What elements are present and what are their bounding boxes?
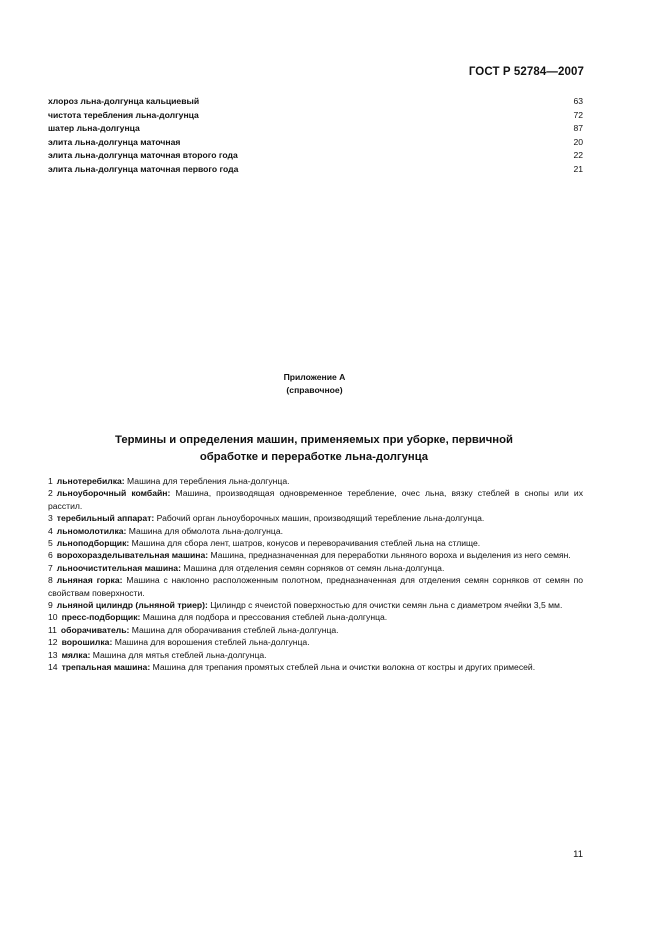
term-name: теребильный аппарат: [56, 513, 155, 524]
term-definition: Машина для отделения семян сорняков от семян льна-долгунца. [183, 562, 445, 573]
index-entry [48, 122, 583, 136]
term-entry [48, 661, 583, 673]
term-number: 13 [48, 649, 58, 660]
term-definition: Машина для подбора и прессования стеблей льна-долгунца. [142, 612, 388, 623]
page-number: 11 [573, 849, 583, 860]
term-definition: Машина для сбора лент, шатров, конусов и переворачивания стеблей льна на стлище. [131, 538, 481, 549]
term-entry [48, 636, 583, 648]
term-name: льноподборщик: [56, 538, 130, 549]
term-entry [48, 649, 583, 661]
term-number: 12 [48, 637, 58, 648]
index-entry [48, 136, 583, 150]
term-definition: Машина для трепания промятых стеблей льна и очистки волокна от костры и других примесей. [152, 662, 536, 673]
term-definition: Машина, предназначенная для переработки льняного вороха и выделения из него семян. [210, 550, 571, 561]
index-page-number: 87 [573, 123, 583, 134]
document-standard-header: ГОСТ Р 52784—2007 [468, 66, 584, 78]
term-entry [48, 475, 583, 487]
index-term: элита льна-долгунца маточная второго года [48, 150, 238, 161]
appendix-label: Приложение А [283, 372, 346, 382]
appendix-type: (справочное) [286, 385, 343, 395]
term-definition: Машина для обмолота льна-долгунца. [128, 525, 283, 536]
term-number: 7 [48, 562, 53, 573]
index-entry [48, 149, 583, 163]
index-term: хлороз льна-долгунца кальциевый [48, 96, 200, 106]
term-entry [48, 574, 583, 599]
term-number: 11 [48, 624, 57, 635]
alphabetical-index-list [48, 95, 583, 177]
term-entry [48, 599, 583, 611]
term-number: 10 [48, 612, 58, 623]
term-name: льноочистительная машина: [56, 562, 181, 573]
term-entry [48, 512, 583, 524]
term-number: 14 [48, 662, 58, 673]
index-term: элита льна-долгунца маточная [48, 136, 181, 147]
term-definition: Машина для мятья стеблей льна-долгунца. [92, 649, 267, 660]
term-name: льномолотилка: [56, 525, 127, 536]
term-name: льноуборочный комбайн: [56, 488, 171, 499]
term-entry [48, 549, 583, 561]
term-entry [48, 562, 583, 574]
term-entry [48, 487, 583, 512]
term-name: льняной цилиндр (льняной триер): [56, 600, 208, 611]
term-number: 2 [48, 488, 53, 499]
index-page-number: 63 [573, 96, 583, 106]
term-number: 9 [48, 600, 53, 611]
term-name: трепальная машина: [61, 662, 151, 673]
term-definition: Рабочий орган льноуборочных машин, производящий теребление льна-долгунца. [156, 513, 485, 524]
term-number: 1 [48, 476, 53, 486]
term-number: 4 [48, 525, 53, 536]
term-name: льнотеребилка: [56, 476, 125, 486]
term-definition: Машина для теребления льна-долгунца. [127, 476, 290, 486]
term-definition: Машина, производящая одновременное теребление, очес льна, вязку стеблей в снопы или их расстил. [48, 488, 583, 511]
term-number: 3 [48, 513, 53, 524]
index-term: шатер льна-долгунца [48, 123, 140, 134]
index-entry [48, 95, 583, 109]
term-name: пресс-подборщик: [61, 612, 141, 623]
term-entry [48, 611, 583, 623]
term-number: 8 [48, 575, 53, 586]
term-number: 6 [48, 550, 53, 561]
term-number: 5 [48, 538, 53, 549]
index-page-number: 72 [573, 109, 583, 120]
index-term: чистота теребления льна-долгунца [48, 109, 199, 120]
appendix-title: Термины и определения машин, применяемых при уборке, первичной обработке и переработке льна-долгунца [115, 434, 513, 463]
index-entry [48, 163, 583, 177]
term-entry [48, 624, 583, 636]
index-page-number: 21 [573, 163, 583, 174]
term-definition: Машина для оборачивания стеблей льна-долгунца. [131, 624, 339, 635]
term-name: ворохоразделывательная машина: [56, 550, 209, 561]
term-name: ворошилка: [61, 637, 113, 648]
term-definition: Цилиндр с ячеистой поверхностью для очистки семян льна с диаметром ячейки 3,5 мм. [210, 600, 563, 611]
index-entry [48, 109, 583, 123]
term-entry [48, 525, 583, 537]
term-definition: Машина с наклонно расположенным полотном, предназначенная для отделения семян сорняков от семян по свойствам поверхности. [48, 575, 584, 598]
terms-list [48, 475, 583, 674]
term-entry [48, 537, 583, 549]
term-name: льняная горка: [56, 575, 123, 586]
term-name: мялка: [61, 649, 91, 660]
term-name: оборачиватель: [60, 624, 130, 635]
index-page-number: 20 [573, 136, 583, 147]
term-definition: Машина для ворошения стеблей льна-долгунца. [114, 637, 310, 648]
index-term: элита льна-долгунца маточная первого года [48, 163, 239, 174]
index-page-number: 22 [573, 150, 583, 161]
appendix-heading [0, 371, 629, 397]
